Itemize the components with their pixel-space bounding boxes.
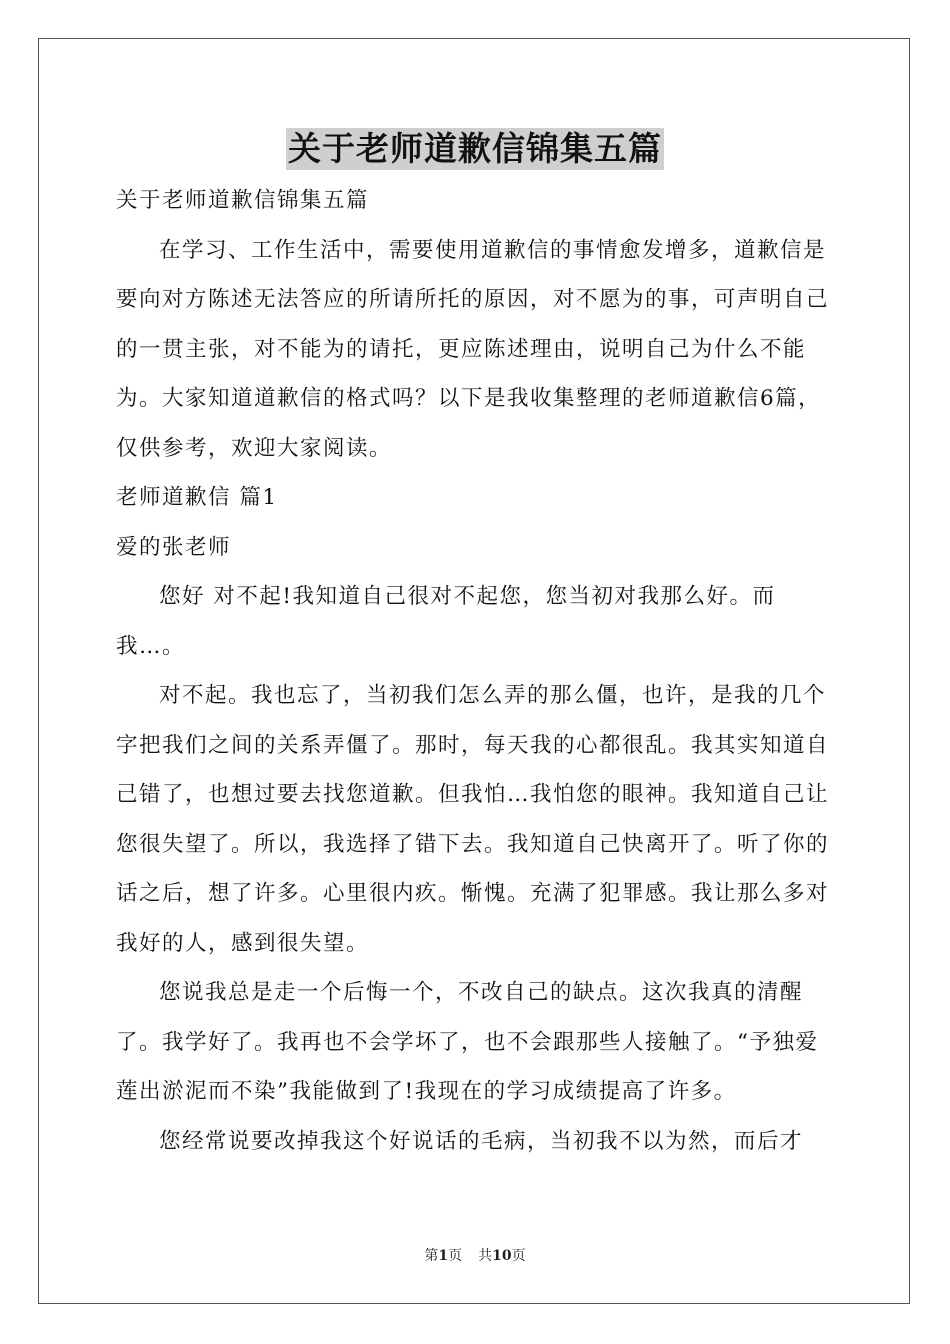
title-container	[0, 128, 950, 170]
paragraph-body-2: 您说我总是走一个后悔一个，不改自己的缺点。这次我真的清醒了。我学好了。我再也不会学坏了，也不会跟那些人接触了。“予独爱莲出淤泥而不染”我能做到了!我现在的学习成绩提高了许多。	[116, 980, 819, 1104]
document-title: 关于老师道歉信锦集五篇	[288, 129, 662, 168]
paragraph-intro: 在学习、工作生活中，需要使用道歉信的事情愈发增多，道歉信是要向对方陈述无法答应的所请所托的原因，对不愿为的事，可声明自己的一贯主张，对不能为的请托，更应陈述理由，说明自己为什么不能为。大家知道道歉信的格式吗？以下是我收集整理的老师道歉信6篇，仅供参考，欢迎大家阅读。	[116, 237, 830, 461]
page-footer	[0, 1246, 950, 1266]
paragraph-body-3: 您经常说要改掉我这个好说话的毛病，当初我不以为然，而后才	[159, 1128, 804, 1154]
page-number: 1	[438, 1248, 449, 1264]
total-pages: 10	[492, 1248, 512, 1264]
page-prefix: 第	[424, 1248, 439, 1264]
paragraph-greeting: 您好 对不起!我知道自己很对不起您，您当初对我那么好。而我…。	[116, 584, 776, 659]
salutation: 爱的张老师	[116, 534, 232, 560]
paragraph-body-1: 对不起。我也忘了，当初我们怎么弄的那么僵，也许，是我的几个字把我们之间的关系弄僵了。那时，每天我的心都很乱。我其实知道自己错了，也想过要去找您道歉。但我怕…我怕您的眼神。我知道自己让您很失望了。所以，我选择了错下去。我知道自己快离开了。听了你的话之后，想了许多。心里很内疚。惭愧。充满了犯罪感。我让那么多对我好的人，感到很失望。	[116, 683, 830, 956]
total-prefix: 共	[478, 1248, 493, 1264]
section-heading: 老师道歉信 篇1	[116, 485, 278, 510]
page-suffix: 页	[448, 1248, 463, 1264]
total-suffix: 页	[511, 1248, 526, 1264]
document-body	[116, 176, 832, 1166]
paragraph-subtitle: 关于老师道歉信锦集五篇	[116, 188, 370, 213]
